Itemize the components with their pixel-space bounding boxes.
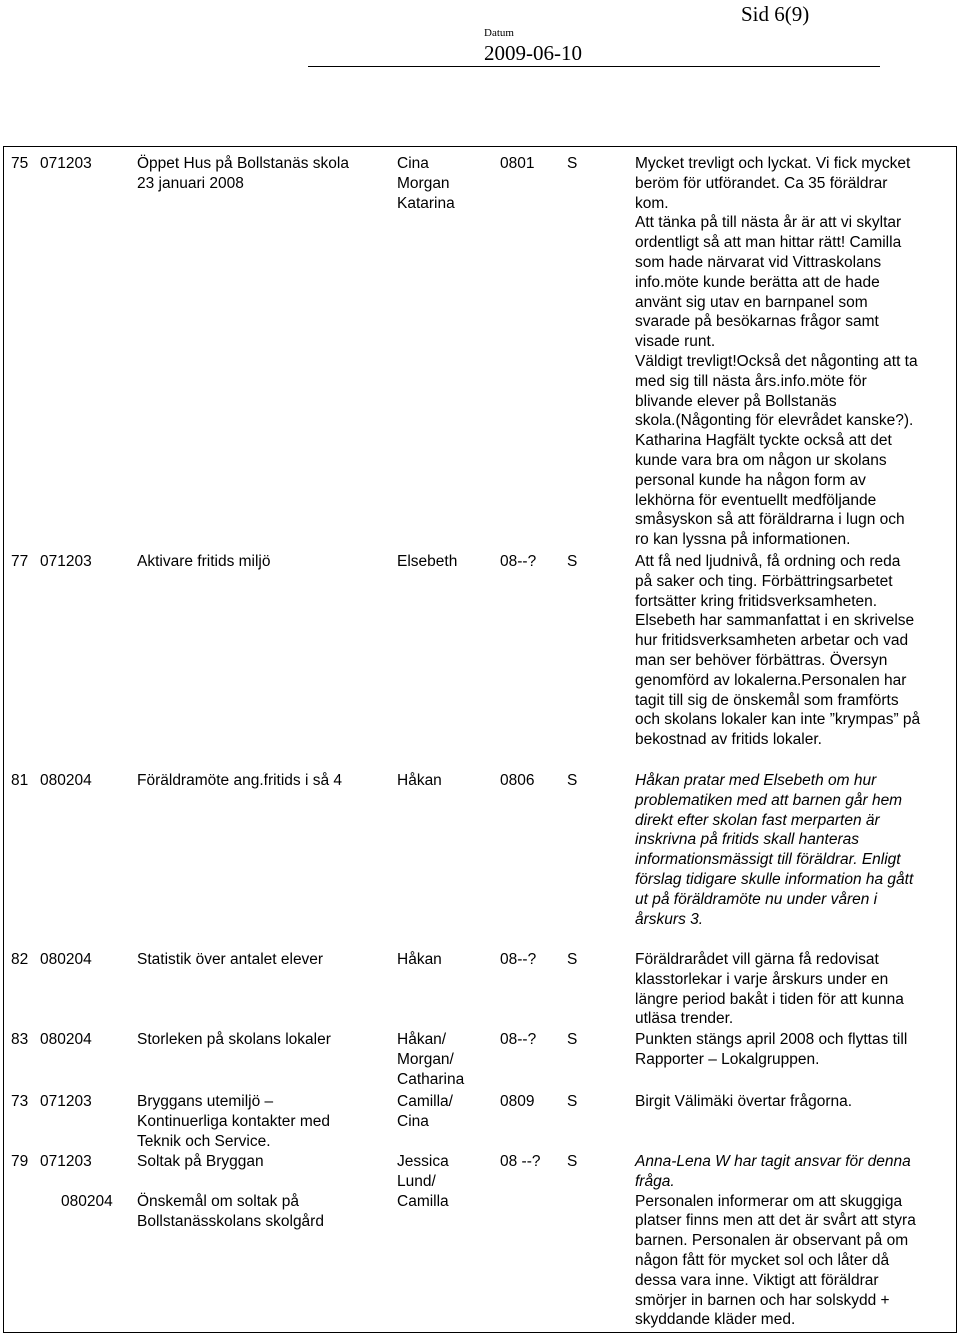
item-note: Punkten stängs april 2008 och flyttas till Rapporter – Lokalgruppen. (635, 1031, 908, 1068)
item-subject-secondary: Önskemål om soltak på Bollstanässkolans skolgård (137, 1193, 324, 1230)
date-label: Datum (484, 27, 514, 39)
item-date: 080204 (40, 772, 92, 789)
item-note: Birgit Välimäki övertar frågorna. (635, 1093, 853, 1110)
item-subject: Storleken på skolans lokaler (137, 1031, 331, 1048)
item-status: S (567, 1093, 578, 1110)
item-date-secondary: 080204 (61, 1193, 113, 1210)
item-responsible: Jessica Lund/ Camilla (397, 1153, 449, 1210)
item-date: 071203 (40, 1093, 92, 1110)
item-note: Att få ned ljudnivå, få ordning och reda på saker och ting. Förbättringsarbetet fortsätter kring fritidsverksamheten. Elsebeth har sammanfattat i en skrivelse hur fritidsverksamheten arbetar och vad man ser behöver förbättras. Översyn genomförd av lokalerna.Personalen har tagit till sig de önskemål som framförts och skolans lokaler kan inte ”krympas” på bekostnad av fritids lokaler. (635, 553, 921, 749)
item-responsible: Håkan/ Morgan/ Catharina (397, 1031, 465, 1088)
item-subject: Aktivare fritids miljö (137, 553, 271, 570)
table-left-border (3, 146, 4, 1333)
item-date: 080204 (40, 951, 92, 968)
item-deadline: 0806 (500, 772, 535, 789)
item-status: S (567, 155, 578, 172)
item-date: 071203 (40, 155, 92, 172)
item-responsible: Cina Morgan Katarina (397, 155, 455, 212)
item-deadline: 08--? (500, 1031, 537, 1048)
item-responsible: Håkan (397, 772, 442, 789)
header-rule (308, 66, 880, 67)
table-bottom-border (3, 1332, 957, 1333)
item-number: 82 (11, 951, 29, 968)
item-number: 83 (11, 1031, 29, 1048)
item-number: 77 (11, 553, 29, 570)
item-number: 73 (11, 1093, 29, 1110)
item-status: S (567, 951, 578, 968)
item-note-italic: Anna-Lena W har tagit ansvar för denna fråga. (635, 1153, 911, 1190)
item-status: S (567, 553, 578, 570)
item-date: 080204 (40, 1031, 92, 1048)
item-deadline: 0801 (500, 155, 535, 172)
table-top-border (3, 146, 957, 147)
item-subject: Öppet Hus på Bollstanäs skola 23 januari 2008 (137, 155, 349, 192)
item-note: Föräldrarådet vill gärna få redovisat klasstorlekar i varje årskurs under en längre period bakåt i tiden för att kunna utläsa trender. (635, 951, 904, 1028)
item-subject: Statistik över antalet elever (137, 951, 324, 968)
table-right-border (956, 146, 957, 1333)
item-number: 81 (11, 772, 29, 789)
item-date: 071203 (40, 553, 92, 570)
item-subject: Föräldramöte ang.fritids i så 4 (137, 772, 343, 789)
item-subject: Bryggans utemiljö – Kontinuerliga kontakter med Teknik och Service. (137, 1093, 331, 1150)
item-responsible: Camilla/ Cina (397, 1093, 453, 1130)
item-deadline: 08--? (500, 951, 537, 968)
item-deadline: 0809 (500, 1093, 535, 1110)
item-note-block (635, 1152, 916, 1330)
item-deadline: 08 --? (500, 1153, 541, 1170)
item-note: Håkan pratar med Elsebeth om hur problematiken med att barnen går hem direkt efter skolan fast merparten är inskrivna på fritids skall hanteras informationsmässigt till föräldrar. Enligt förslag tidigare skulle information ha gått ut på föräldramöte nu under våren i årskurs 3. (635, 772, 914, 928)
item-status: S (567, 1031, 578, 1048)
item-note: Personalen informerar om att skuggiga platser finns men att det är svårt att styra barnen. Personalen är observant på om någon fått för mycket sol och låter då dessa vara inne. Viktigt att föräldrar smörjer in barnen och har solskydd + skyddande kläder med. (635, 1192, 916, 1329)
item-date: 071203 (40, 1153, 92, 1170)
item-responsible: Håkan (397, 951, 442, 968)
item-note: Mycket trevligt och lyckat. Vi fick mycket beröm för utförandet. Ca 35 föräldrar kom. Att tänka på till nästa år är att vi skyltar ordentligt så att man hittar rätt! Camilla som hade närvarat vid Vittraskolans info.möte kunde berätta att de hade använt sig utav en barnpanel som svarade på besökarnas frågor samt visade runt. Väldigt trevligt!Också det någonting att ta med sig till nästa års.info.möte för blivande elever på Bollstanäs skola.(Någonting för elevrådet kanske?). Katharina Hagfält tyckte också att det kunde vara bra om någon ur skolans personal kunde ha någon form av lekhörna för eventuellt medföljande småsyskon så att föräldrarna i lugn och ro kan lyssna på informationen. (635, 155, 918, 549)
item-number: 79 (11, 1153, 29, 1170)
item-number: 75 (11, 155, 29, 172)
item-status: S (567, 772, 578, 789)
item-subject: Soltak på Bryggan (137, 1153, 264, 1170)
item-status: S (567, 1153, 578, 1170)
page-number: Sid 6(9) (741, 2, 810, 26)
date-value: 2009-06-10 (484, 41, 582, 65)
item-responsible: Elsebeth (397, 553, 458, 570)
item-deadline: 08--? (500, 553, 537, 570)
